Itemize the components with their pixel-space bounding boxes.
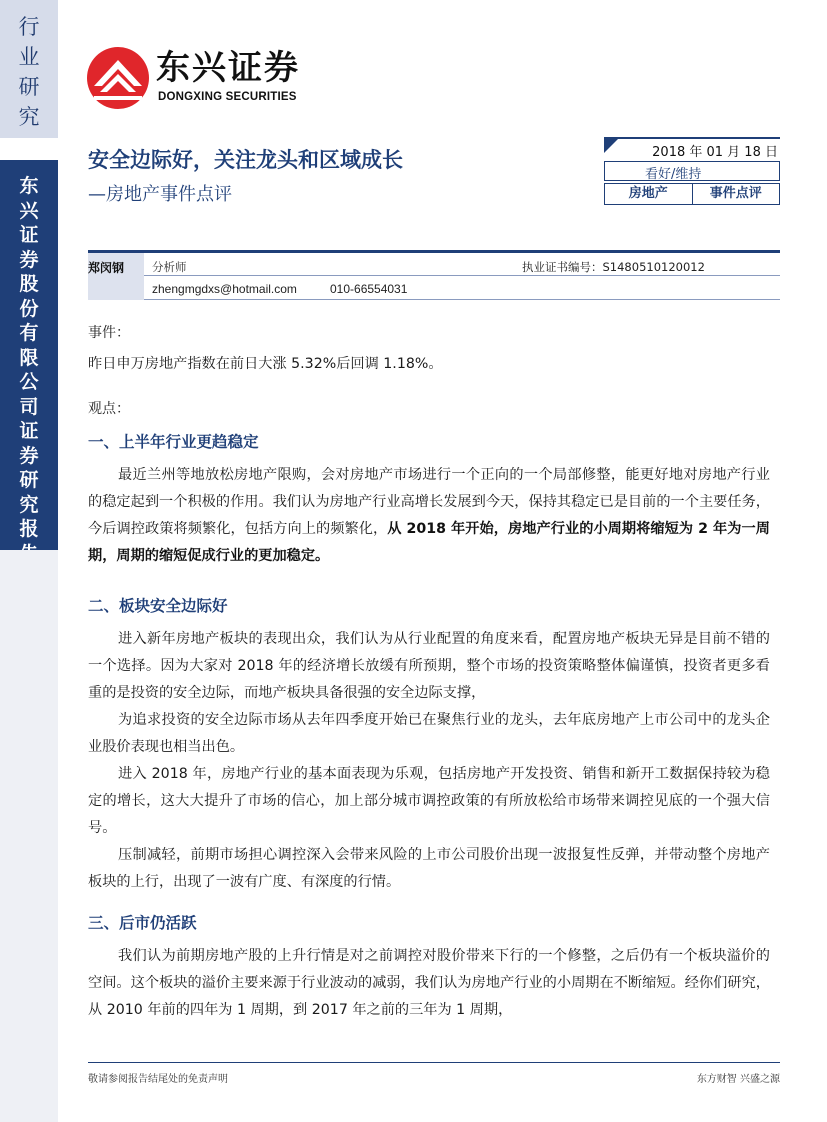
section-1-bold-text: 从 2018 年开始，房地产行业的小周期将缩短为 2 年为一周期，周期的缩短促成行业的更加稳定。 xyxy=(88,521,770,564)
report-date: 2018 年 01 月 18 日 xyxy=(652,145,778,160)
tag-report-type: 事件点评 xyxy=(692,184,780,204)
sidebar-company-band xyxy=(0,160,58,550)
analyst-role: 分析师 xyxy=(152,260,187,274)
section-3-heading: 三、后市仍活跃 xyxy=(88,914,197,932)
dongxing-logo-icon xyxy=(86,46,150,110)
section-2-heading: 二、板块安全边际好 xyxy=(88,597,228,615)
logo-name-en: DONGXING SECURITIES xyxy=(158,91,297,103)
analyst-name-cell xyxy=(88,253,144,300)
analyst-email[interactable]: zhengmgdxs@hotmail.com xyxy=(152,282,297,296)
company-logo xyxy=(86,44,306,110)
section-1-paragraph xyxy=(88,462,770,570)
date-row xyxy=(604,137,780,159)
sidebar-bottom-band xyxy=(0,550,58,1122)
report-title: 安全边际好，关注龙头和区域成长 xyxy=(88,148,403,172)
section-2-paragraph-1: 进入新年房地产板块的表现出众，我们认为从行业配置的角度来看，配置房地产板块无异是目前不错的一个选择。因为大家对 2018 年的经济增长放缓有所预期，整个市场的投资策略整体偏谨慎，投资者更多看重的是投资的安全边际，而地产板块具备很强的安全边际支撑， xyxy=(88,631,770,701)
footer-divider xyxy=(88,1062,780,1063)
report-subtitle: —房地产事件点评 xyxy=(88,184,232,205)
analyst-divider xyxy=(144,275,780,276)
section-2-paragraph-4: 压制减轻，前期市场担心调控深入会带来风险的上市公司股价出现一波报复性反弹，并带动整个房地产板块的上行，出现了一波有广度、有深度的行情。 xyxy=(88,847,770,890)
logo-name-cn: 东兴证券 xyxy=(156,48,300,88)
analyst-cert-number: 执业证书编号：S1480510120012 xyxy=(522,260,705,274)
analyst-box xyxy=(88,250,780,300)
analyst-name: 郑闵钢 xyxy=(88,261,125,275)
sidebar-report-type: 行业研究 xyxy=(18,15,40,129)
event-label: 事件： xyxy=(88,325,130,341)
rating-value: 看好/维持 xyxy=(645,167,702,182)
rating-row xyxy=(604,161,780,181)
footer-disclaimer: 敬请参阅报告结尾处的免责声明 xyxy=(88,1074,228,1085)
tag-industry: 房地产 xyxy=(628,186,668,201)
corner-triangle-icon xyxy=(604,139,618,153)
tags-row xyxy=(604,183,780,205)
event-text: 昨日申万房地产指数在前日大涨 5.32%后回调 1.18%。 xyxy=(88,356,443,372)
section-3-paragraph-1: 我们认为前期房地产股的上升行情是对之前调控对股价带来下行的一个修整，之后仍有一个板块溢价的空间。这个板块的溢价主要来源于行业波动的减弱，我们认为房地产行业的小周期在不断缩短。经你们研究，从 2010 年前的四年为 1 周期，到 2017 年之前的三年为 1 周期， xyxy=(88,948,770,1018)
section-2-paragraph-3: 进入 2018 年，房地产行业的基本面表现为乐观，包括房地产开发投资、销售和新开工数据保持较为稳定的增长，这大大提升了市场的信心，加上部分城市调控政策的有所放松给市场带来调控见底的一个强大信号。 xyxy=(88,766,770,836)
report-info-box xyxy=(604,137,780,205)
footer-slogan: 东方财智 兴盛之源 xyxy=(696,1074,780,1085)
analyst-phone: 010-66554031 xyxy=(330,282,408,296)
view-label: 观点： xyxy=(88,401,130,417)
section-1-text: 最近兰州等地放松房地产限购，会对房地产市场进行一个正向的一个局部修整，能更好地对房地产行业的稳定起到一个积极的作用。我们认为房地产行业高增长发展到今天，保持其稳定已是目前的一个主要任务，今后调控政策将频繁化，包括方向上的频繁化， xyxy=(88,467,770,537)
section-1-heading: 一、上半年行业更趋稳定 xyxy=(88,433,259,451)
sidebar-company-name: 东兴证券股份有限公司证券研究报 xyxy=(19,175,39,540)
section-2-paragraph-2: 为追求投资的安全边际市场从去年四季度开始已在聚焦行业的龙头，去年底房地产上市公司中的龙头企业股价表现也相当出色。 xyxy=(88,712,770,755)
sidebar-top-band xyxy=(0,0,58,138)
